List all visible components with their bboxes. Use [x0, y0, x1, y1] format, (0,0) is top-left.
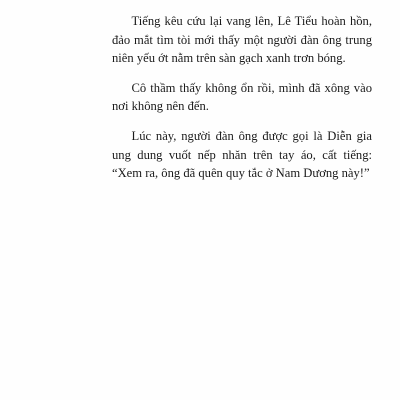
paragraph-1: Tiếng kêu cứu lại vang lên, Lê Tiểu hoàn hồn, đảo mắt tìm tòi mới thấy một người đàn ông trung niên yếu ớt nằm trên sàn gạch xanh trơn bóng.: [112, 14, 372, 66]
paragraph-2: Cô thầm thấy không ổn rồi, mình đã xông vào nơi không nên đến.: [112, 80, 372, 114]
page-text: [112, 12, 372, 194]
paragraph-3: Lúc này, người đàn ông được gọi là Diễn gia ung dung vuốt nếp nhăn trên tay áo, cất tiếng: “Xem ra, ông đã quên quy tắc ở Nam Dương này!”: [112, 128, 372, 181]
